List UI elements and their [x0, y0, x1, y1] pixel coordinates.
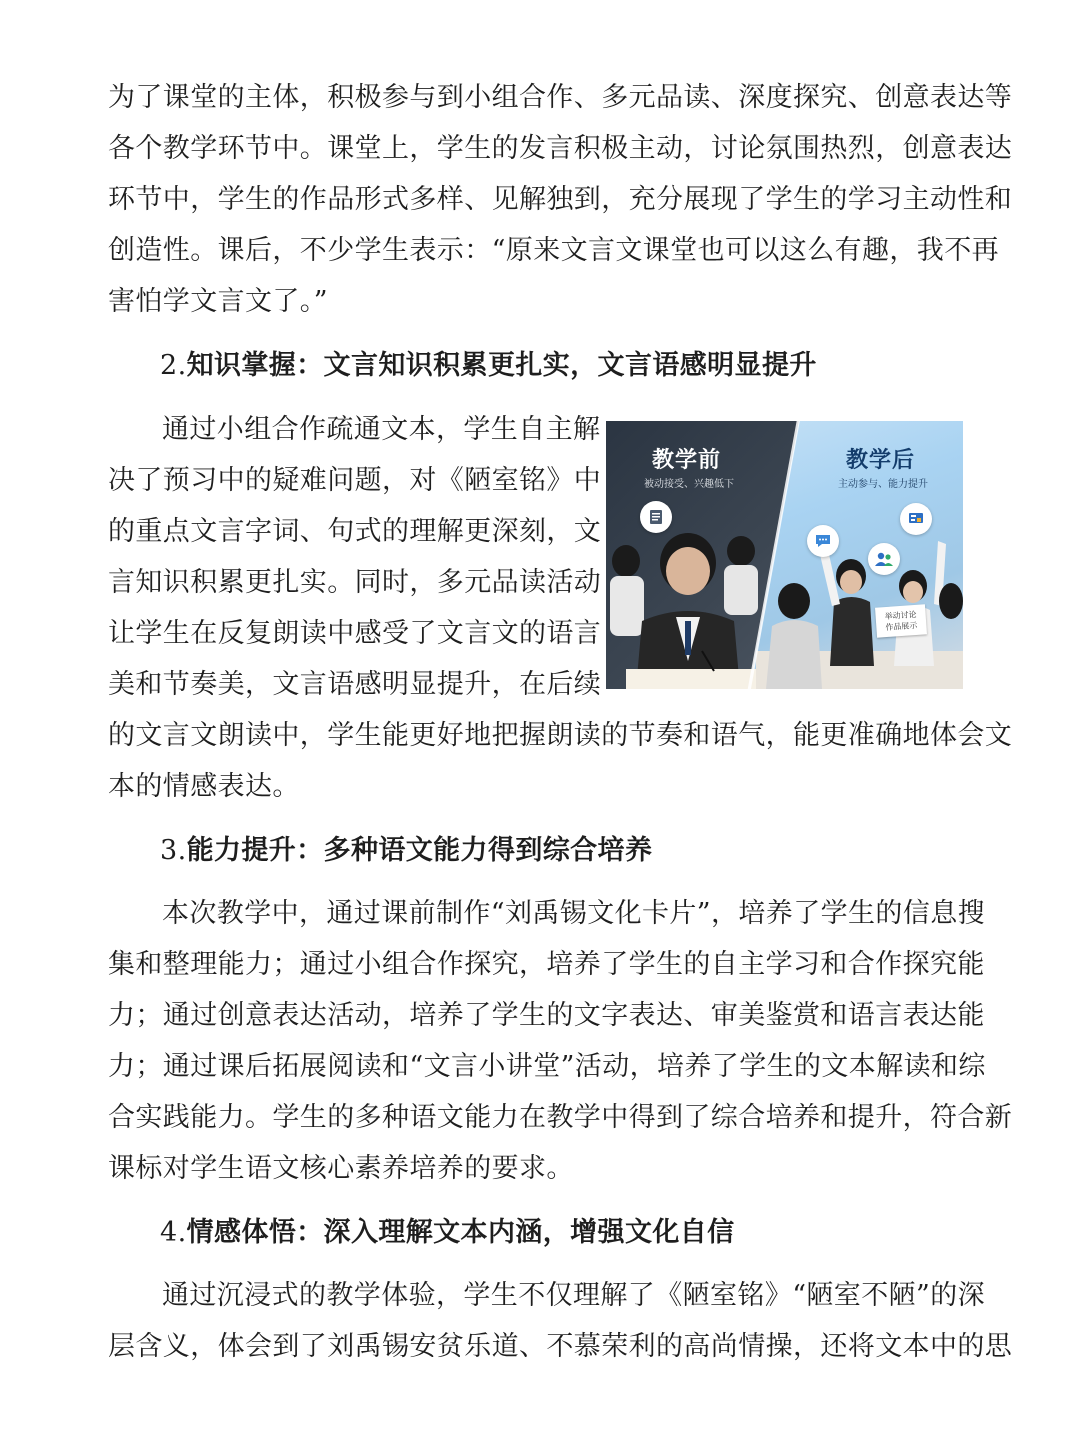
paragraph-line: 合实践能力。学生的多种语文能力在教学中得到了综合培养和提升，符合新 [108, 1102, 1013, 1133]
section-number: 3. [160, 835, 187, 866]
paragraph-line: 层含义，体会到了刘禹锡安贫乐道、不慕荣利的高尚情操，还将文本中的思 [108, 1331, 1013, 1362]
paragraph-line: 本次教学中，通过课前制作“刘禹锡文化卡片”，培养了学生的信息搜 [162, 898, 986, 929]
paragraph-line: 课标对学生语文核心素养培养的要求。 [108, 1153, 574, 1184]
group-discussion-illustration [756, 516, 963, 689]
after-title: 教学后 [846, 448, 916, 473]
group-icon [868, 543, 900, 575]
section-heading-2 [160, 348, 817, 384]
paragraph-line: 力；通过课后拓展阅读和“文言小讲堂”活动，培养了学生的文本解读和综 [108, 1051, 986, 1082]
paragraph-line: 为了课堂的主体，积极参与到小组合作、多元品读、深度探究、创意表达等 [108, 82, 1013, 113]
before-after-illustration [606, 421, 963, 689]
paragraph-line: 集和整理能力；通过小组合作探究，培养了学生的自主学习和合作探究能 [108, 949, 985, 980]
discussion-sign [875, 604, 927, 637]
paragraph-line: 的重点文言字词、句式的理解更深刻，文 [108, 516, 602, 547]
paragraph-line: 美和节奏美，文言语感明显提升，在后续 [108, 669, 602, 700]
section-title: 情感体悟：深入理解文本内涵，增强文化自信 [186, 1217, 735, 1248]
paragraph-line: 决了预习中的疑难问题，对《陋室铭》中 [108, 465, 602, 496]
paragraph-line: 环节中，学生的作品形式多样、见解独到，充分展现了学生的学习主动性和 [108, 184, 1013, 215]
section-number: 4. [160, 1217, 187, 1248]
paragraph-line: 通过小组合作疏通文本，学生自主解 [162, 414, 601, 445]
section-title: 知识掌握：文言知识积累更扎实，文言语感明显提升 [186, 350, 817, 381]
paragraph-line: 让学生在反复朗读中感受了文言文的语言 [108, 618, 602, 649]
sign-text-2: 作品展示 [885, 620, 918, 633]
paragraph-line: 害怕学文言文了。” [108, 286, 328, 317]
section-number: 2. [160, 350, 187, 381]
chat-icon [807, 525, 839, 557]
paragraph-line: 通过沉浸式的教学体验，学生不仅理解了《陋室铭》“陋室不陋”的深 [162, 1280, 986, 1311]
section-heading-3 [160, 833, 652, 869]
section-heading-4 [160, 1215, 735, 1251]
paragraph-line: 的文言文朗读中，学生能更好地把握朗读的节奏和语气，能更准确地体会文 [108, 720, 1013, 751]
document-icon [640, 501, 672, 533]
paragraph-line: 力；通过创意表达活动，培养了学生的文字表达、审美鉴赏和语言表达能 [108, 1000, 985, 1031]
before-title: 教学前 [652, 448, 722, 473]
section-title: 能力提升：多种语文能力得到综合培养 [186, 835, 653, 866]
paragraph-line: 言知识积累更扎实。同时，多元品读活动 [108, 567, 602, 598]
paragraph-line: 本的情感表达。 [108, 771, 300, 802]
paragraph-line: 各个教学环节中。课堂上，学生的发言积极主动，讨论氛围热烈，创意表达 [108, 133, 1013, 164]
before-subtitle: 被动接受、兴趣低下 [644, 479, 734, 490]
paragraph-line: 创造性。课后，不少学生表示：“原来文言文课堂也可以这么有趣，我不再 [108, 235, 1000, 266]
presentation-icon [900, 503, 932, 535]
sign-text-1: 举动讨论 [884, 609, 917, 622]
after-subtitle: 主动参与、能力提升 [838, 479, 928, 490]
